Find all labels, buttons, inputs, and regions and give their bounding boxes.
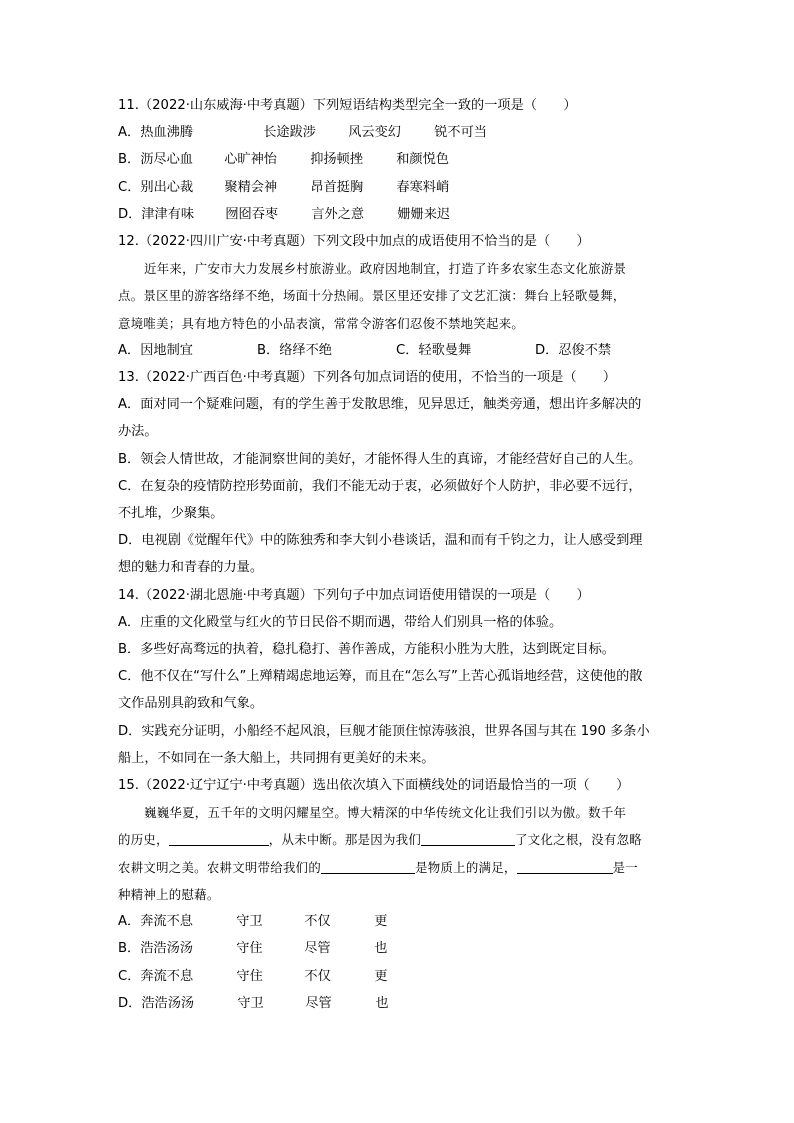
question-11-option-b: B．沥尽心血 心旷神怡 抑扬顿挫 和颜悦色 (118, 152, 449, 168)
question-13-stem: 13.（2022·广西百色·中考真题）下列各句加点词语的使用，不恰当的一项是（ ） (118, 370, 617, 386)
question-14-option-d: D．实践充分证明，小船经不起风浪，巨舰才能顶住惊涛骇浪，世界各国与其在 190 多条小 (118, 723, 650, 739)
question-14-option-a: A．庄重的文化殿堂与红火的节日民俗不期而遇，带给人们别具一格的体验。 (118, 614, 563, 630)
question-11-option-c: C．别出心裁 聚精会神 昂首挺胸 春寒料峭 (118, 179, 450, 195)
question-13-option-a-cont: 办法。 (118, 424, 158, 440)
question-12-options (118, 337, 688, 364)
fill-blank (421, 831, 515, 846)
question-15-option-d: D．浩浩汤汤 守卫 尽管 也 (118, 995, 389, 1011)
question-12-option-d: D．忍俊不禁 (535, 342, 612, 358)
question-12-option-c: C．轻歌曼舞 (396, 342, 472, 358)
question-15-passage-line: 巍巍华夏，五千年的文明闪耀星空。博大精深的中华传统文化让我们引以为傲。数千年 (144, 805, 627, 821)
question-13-option-b: B．领会人情世故，才能洞察世间的美好，才能怀得人生的真谛，才能经营好自己的人生。 (118, 451, 642, 467)
question-14-option-c-cont: 文作品别具韵致和气象。 (118, 696, 264, 712)
question-12-passage-line: 近年来，广安市大力发展乡村旅游业。政府因地制宜，打造了许多农家生态文化旅游景 (144, 261, 627, 277)
question-11-option-a: A．热血沸腾 长途跋涉 风云变幻 锐不可当 (118, 125, 487, 141)
question-13-option-d-cont: 想的魅力和青春的力量。 (118, 560, 264, 576)
question-14-stem: 14.（2022·湖北恩施·中考真题）下列句子中加点词语使用错误的一项是（ ） (118, 587, 590, 603)
question-15-stem: 15.（2022·辽宁辽宁·中考真题）选出依次填入下面横线处的词语最恰当的一项（ ） (118, 778, 630, 794)
question-13-option-a: A．面对同一个疑难问题，有的学生善于发散思维，见异思迁，触类旁通，想出许多解决的 (118, 397, 642, 413)
exam-page (118, 92, 688, 1017)
fill-blank (517, 859, 613, 874)
question-13-option-c-cont: 不扎堆，少聚集。 (118, 506, 224, 522)
question-12-option-b: B．络绎不绝 (257, 342, 332, 358)
question-13-option-c: C．在复杂的疫情防控形势面前，我们不能无动于衷，必须做好个人防护，非必要不远行， (118, 478, 642, 494)
question-12-passage-line: 点。景区里的游客络绎不绝，场面十分热闹。景区里还安排了文艺汇演：舞台上轻歌曼舞， (118, 288, 626, 304)
question-12-stem: 12.（2022·四川广安·中考真题）下列文段中加点的成语使用不恰当的是（ ） (118, 234, 590, 250)
question-15-option-a: A．奔流不息 守卫 不仅 更 (118, 914, 388, 930)
question-15-option-c: C．奔流不息 守住 不仅 更 (118, 968, 388, 984)
question-15-passage-line: 的历史， ，从未中断。那是因为我们 了文化之根，没有忽略 (118, 832, 642, 848)
question-13-option-d: D．电视剧《觉醒年代》中的陈独秀和李大钊小巷谈话，温和而有千钧之力，让人感受到理 (118, 533, 643, 549)
question-14-option-b: B．多些好高骛远的执着，稳扎稳打、善作善成，方能积小胜为大胜，达到既定目标。 (118, 642, 615, 658)
question-15-option-b: B．浩浩汤汤 守住 尽管 也 (118, 941, 388, 957)
question-15-passage-line: 农耕文明之美。农耕文明带给我们的 是物质上的满足， 是一 (118, 859, 638, 875)
fill-blank (321, 859, 415, 874)
question-12-passage-line: 意境唯美；具有地方特色的小品表演，常常令游客们忍俊不禁地笑起来。 (118, 315, 525, 331)
question-12-option-a: A．因地制宜 (118, 342, 193, 358)
question-14-option-d-cont: 船上，不如同在一条大船上，共同拥有更美好的未来。 (118, 750, 435, 766)
question-11-stem: 11.（2022·山东威海·中考真题）下列短语结构类型完全一致的一项是（ ） (118, 98, 577, 113)
question-11-option-d: D．津津有味 囫囵吞枣 言外之意 姗姗来迟 (118, 206, 451, 222)
fill-blank (169, 831, 269, 846)
question-14-option-c: C．他不仅在“写什么”上殚精竭虑地运筹，而且在“怎么写”上苦心孤诣地经营，这使他的散 (118, 669, 643, 685)
question-15-passage-line: 种精神上的慰藉。 (118, 886, 220, 902)
